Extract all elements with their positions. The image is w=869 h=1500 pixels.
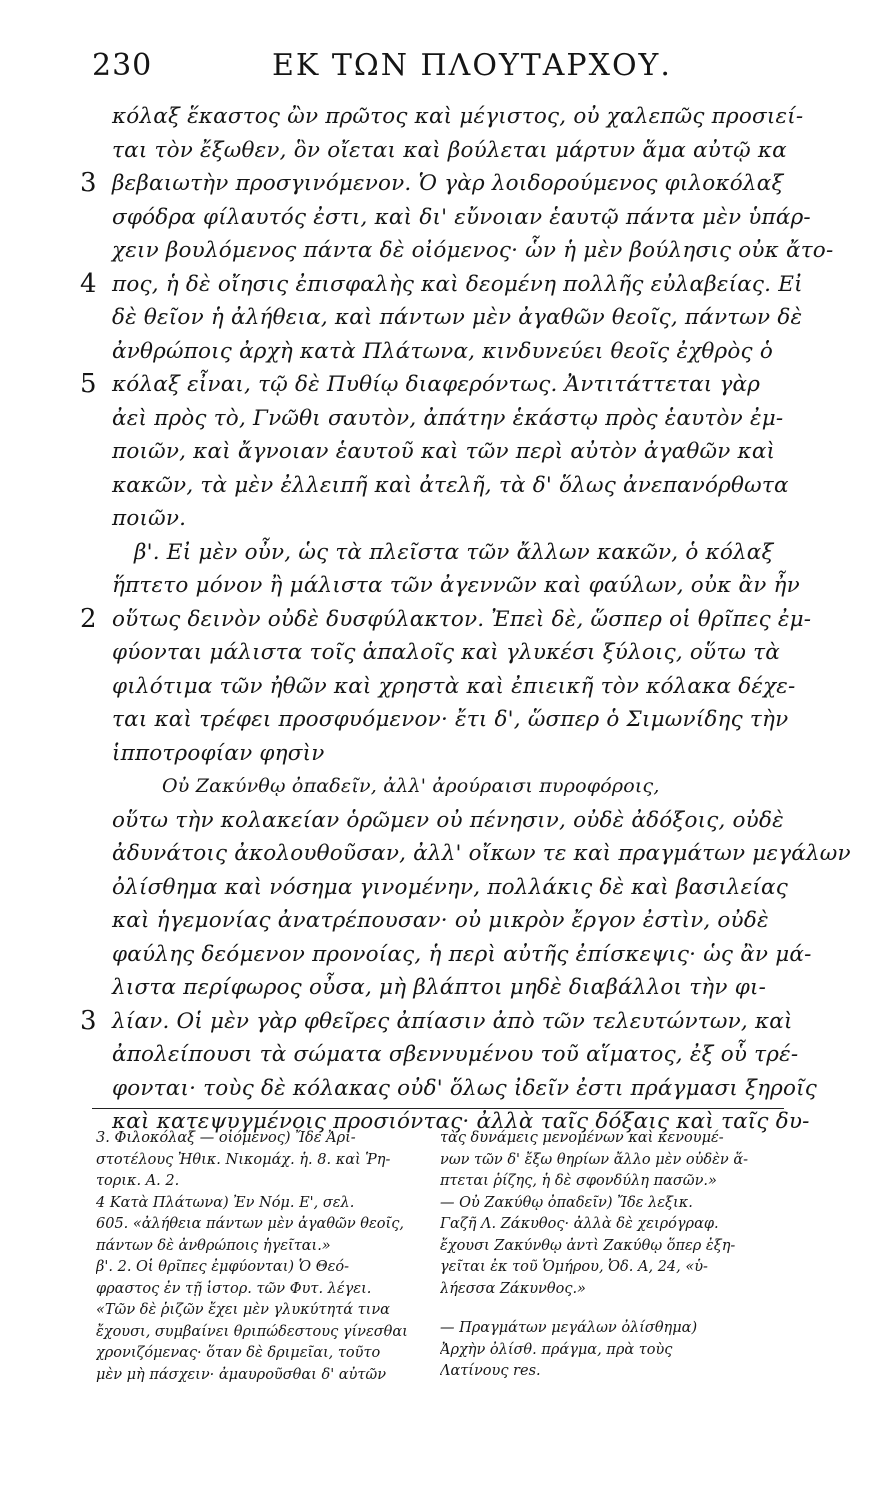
line-text: βεβαιωτὴν προσγινόμενον. Ὁ γὰρ λοιδορούμενος φιλοκόλαξ (112, 171, 784, 196)
text-line (112, 804, 784, 838)
text-line (112, 335, 780, 369)
line-text: κόλαξ ἕκαστος ὢν πρῶτος καὶ μέγιστος, οὐ χαλεπῶς προσιεί- (112, 104, 804, 129)
line-text: φιλότιμα τῶν ἠθῶν καὶ χρηστὰ καὶ ἐπιεικῆ τὸν κόλακα δέχε- (112, 673, 796, 699)
text-line (112, 469, 789, 503)
line-text: ται καὶ τρέφει προσφυόμενον· ἔτι δ', ὥσπερ ὁ Σιμωνίδης τὴν (112, 707, 789, 732)
footnote-line: τορικ. Α. 2. (96, 1173, 180, 1189)
text-line (112, 201, 811, 235)
line-text: δὲ θεῖον ἡ ἀλήθεια, καὶ πάντων μὲν ἀγαθῶν θεοῖς, πάντων δὲ (112, 305, 803, 330)
text-line (112, 703, 789, 737)
line-text: Οὐ Ζακύνθῳ ὀπαδεῖν, ἀλλ' ἀρούραισι πυροφόροις, (162, 775, 660, 797)
line-text: ται τὸν ἔξωθεν, ὃν οἴεται καὶ βούλεται μάρτυν ἅμα αὐτῷ κα (112, 137, 787, 163)
line-text: κόλαξ εἶναι, τῷ δὲ Πυθίῳ διαφερόντως. Ἀντιτάττεται γὰρ (112, 372, 761, 397)
line-text: ἀδυνάτοις ἀκολουθοῦσαν, ἀλλ' οἴκων τε καὶ πραγμάτων μεγάλων (112, 841, 851, 866)
footnotes-left-column (96, 1128, 426, 1386)
text-line (112, 301, 803, 335)
footnote-line: — Πραγμάτων μεγάλων ὀλίσθημα) (440, 1320, 698, 1336)
line-text: οὕτω τὴν κολακείαν ὁρῶμεν οὐ πένησιν, οὐδὲ ἀδόξοις, οὐδὲ (112, 807, 784, 833)
line-text: καὶ ἡγεμονίας ἀνατρέπουσαν· οὐ μικρὸν ἔργον ἐστὶν, οὐδὲ (112, 908, 769, 933)
line-text: ἥπτετο μόνον ἢ μάλιστα τῶν ἀγεννῶν καὶ φαύλων, οὐκ ἂν ἦν (112, 573, 800, 598)
line-text: ἀεὶ πρὸς τὸ, Γνῶθι σαυτὸν, ἀπάτην ἑκάστῳ πρὸς ἑαυτὸν ἐμ- (112, 405, 784, 431)
text-line (112, 904, 780, 938)
footnotes-right-column (440, 1128, 785, 1383)
footnote-line: Λατίνους res. (440, 1363, 541, 1379)
text-line (80, 368, 780, 402)
text-line (80, 603, 812, 637)
text-line (112, 670, 796, 704)
line-text: σφόδρα φίλαυτός ἐστι, καὶ δι' εὔνοιαν ἑαυτῷ πάντα μὲν ὑπάρ- (112, 204, 811, 230)
footnote-line: φραστος ἐν τῇ ἱστορ. τῶν Φυτ. λέγει. (96, 1280, 372, 1297)
line-text: ὀλίσθημα καὶ νόσημα γινομένην, πολλάκις δὲ καὶ βασιλείας (112, 874, 788, 900)
footnote-line: Ἀρχὴν ὀλίσθ. πράγμα, πρὰ τοὺς (440, 1341, 673, 1358)
line-text: πος, ἡ δὲ οἴησις ἐπισφαλὴς καὶ δεομένη πολλῆς εὐλαβείας. Εἰ (112, 271, 803, 297)
text-line (112, 737, 780, 771)
footnote-line: λήεσσα Ζάκυνθος.» (440, 1280, 586, 1297)
margin-section-number: 2 (80, 603, 97, 634)
margin-section-number: 3 (80, 168, 97, 198)
line-text: φύονται μάλιστα τοῖς ἁπαλοῖς καὶ γλυκέσι ξύλοις, οὕτω τὰ (112, 640, 780, 665)
line-text: ἀνθρώποις ἀρχὴ κατὰ Πλάτωνα, κινδυνεύει θεοῖς ἐχθρὸς ὁ (112, 338, 773, 364)
footnote-line: στοτέλους Ἠθικ. Νικομάχ. ἡ. 8. καὶ Ῥη- (96, 1151, 391, 1168)
footnote-line: ἔχουσι Ζακύνθῳ ἀντὶ Ζακύθῳ ὅπερ ἐξη- (440, 1237, 736, 1254)
text-line (112, 402, 784, 436)
footnote-line: β'. 2. Οἱ θρῖπες ἐμφύονται) Ὁ Θεό- (96, 1259, 350, 1275)
text-line (112, 234, 834, 268)
margin-section-number: 3 (80, 1005, 97, 1036)
line-text: λιστα περίφωρος οὖσα, μὴ βλάπτοι μηδὲ διαβάλλοι τὴν φι- (112, 975, 767, 1000)
margin-section-number: 4 (80, 268, 97, 299)
line-text: φονται· τοὺς δὲ κόλακας οὐδ' ὅλως ἰδεῖν ἐστι πράγμασι ξηροῖς (112, 1075, 818, 1101)
footnote-line: «Τῶν δὲ ῥιζῶν ἔχει μὲν γλυκύτητά τινα (96, 1302, 390, 1318)
line-text: ἱπποτροφίαν φησὶν (112, 740, 325, 766)
text-line (112, 134, 787, 168)
running-head: ΕΚ ΤΩΝ ΠΛΟΥΤΑΡΧΟΥ. (272, 48, 672, 83)
footnote-line: γεῖται ἐκ τοῦ Ὁμήρου, Ὀδ. Α, 24, «ὑ- (440, 1259, 708, 1275)
text-line (112, 502, 780, 536)
page-number: 230 (92, 48, 153, 83)
footnote-line: τὰς δυνάμεις μενομένων καὶ κενουμέ- (440, 1130, 724, 1146)
text-line (112, 569, 800, 603)
page-header (92, 48, 792, 98)
text-line (80, 1005, 793, 1039)
line-text: ποιῶν. (112, 506, 187, 531)
text-line (112, 1072, 818, 1106)
line-text: χειν βουλόμενος πάντα δὲ οἰόμενος· ὧν ἡ μὲν βούλησις οὐκ ἄτο- (112, 238, 834, 263)
footnote-line: πάντων δὲ ἀνθρώποις ἡγεῖται.» (96, 1237, 331, 1254)
line-text: καὶ κατεψυγμένοις προσιόντας· ἀλλὰ ταῖς δόξαις καὶ ταῖς δυ- (112, 1109, 810, 1134)
line-text: φαύλης δεόμενον προνοίας, ἡ περὶ αὐτῆς ἐπίσκεψις· ὡς ἂν μά- (112, 941, 812, 967)
text-line (112, 938, 812, 972)
line-text: οὕτως δεινὸν οὐδὲ δυσφύλακτον. Ἐπεὶ δὲ, ὥσπερ οἱ θρῖπες ἐμ- (112, 606, 812, 632)
footnote-line: μὲν μὴ πάσχειν· ἀμαυροῦσθαι δ' αὐτῶν (96, 1366, 387, 1383)
footnote-line: Γαζῆ Λ. Ζάκυθος· ἀλλὰ δὲ χειρόγραφ. (440, 1216, 719, 1232)
footnote-line: πτεται ῥίζης, ἡ δὲ σφονδύλη πασῶν.» (440, 1173, 717, 1189)
text-line (112, 837, 851, 871)
line-text: ἀπολείπουσι τὰ σώματα σβεννυμένου τοῦ αἵματος, ἐξ οὗ τρέ- (112, 1042, 799, 1067)
footnote-line: χρονιζόμενας· ὅταν δὲ δριμεῖαι, τοῦτο (96, 1345, 381, 1361)
text-line (112, 636, 780, 670)
text-line (112, 536, 780, 570)
footnote-line: — Οὐ Ζακύθῳ ὀπαδεῖν) Ἴδε λεξικ. (440, 1194, 693, 1211)
line-text: ποιῶν, καὶ ἄγνοιαν ἑαυτοῦ καὶ τῶν περὶ αὐτὸν ἀγαθῶν καὶ (112, 439, 776, 464)
text-line (112, 1038, 799, 1072)
footnote-rule (92, 1108, 784, 1109)
text-line (112, 100, 804, 134)
footnote-line: νων τῶν δ' ἔξω θηρίων ἄλλο μὲν οὐδὲν ἅ- (440, 1151, 749, 1168)
text-line (112, 770, 780, 804)
main-text (80, 100, 851, 1139)
footnote-line: 3. Φιλοκόλαξ — οἰόμενος) Ἴδε Ἀρι- (96, 1130, 356, 1146)
text-line (80, 268, 803, 302)
text-line (80, 167, 784, 201)
footnote-line (440, 1300, 785, 1318)
line-text: κακῶν, τὰ μὲν ἐλλειπῆ καὶ ἀτελῆ, τὰ δ' ὅλως ἀνεπανόρθωτα (112, 472, 789, 498)
footnote-line: ἔχουσι, συμβαίνει θριπώδεστους γίνεσθαι (96, 1323, 408, 1340)
text-line (112, 971, 780, 1005)
footnote-line: 4 Κατὰ Πλάτωνα) Ἐν Νόμ. Ε', σελ. (96, 1194, 355, 1211)
line-text: β'. Εἰ μὲν οὖν, ὡς τὰ πλεῖστα τῶν ἄλλων κακῶν, ὁ κόλαξ (134, 539, 774, 565)
margin-section-number: 5 (80, 369, 97, 399)
footnote-line: 605. «ἀλήθεια πάντων μὲν ἀγαθῶν θεοῖς, (96, 1216, 404, 1232)
line-text: λίαν. Οἱ μὲν γὰρ φθεῖρες ἀπίασιν ἀπὸ τῶν τελευτώντων, καὶ (112, 1008, 793, 1034)
text-line (112, 871, 788, 905)
text-line (112, 435, 780, 469)
